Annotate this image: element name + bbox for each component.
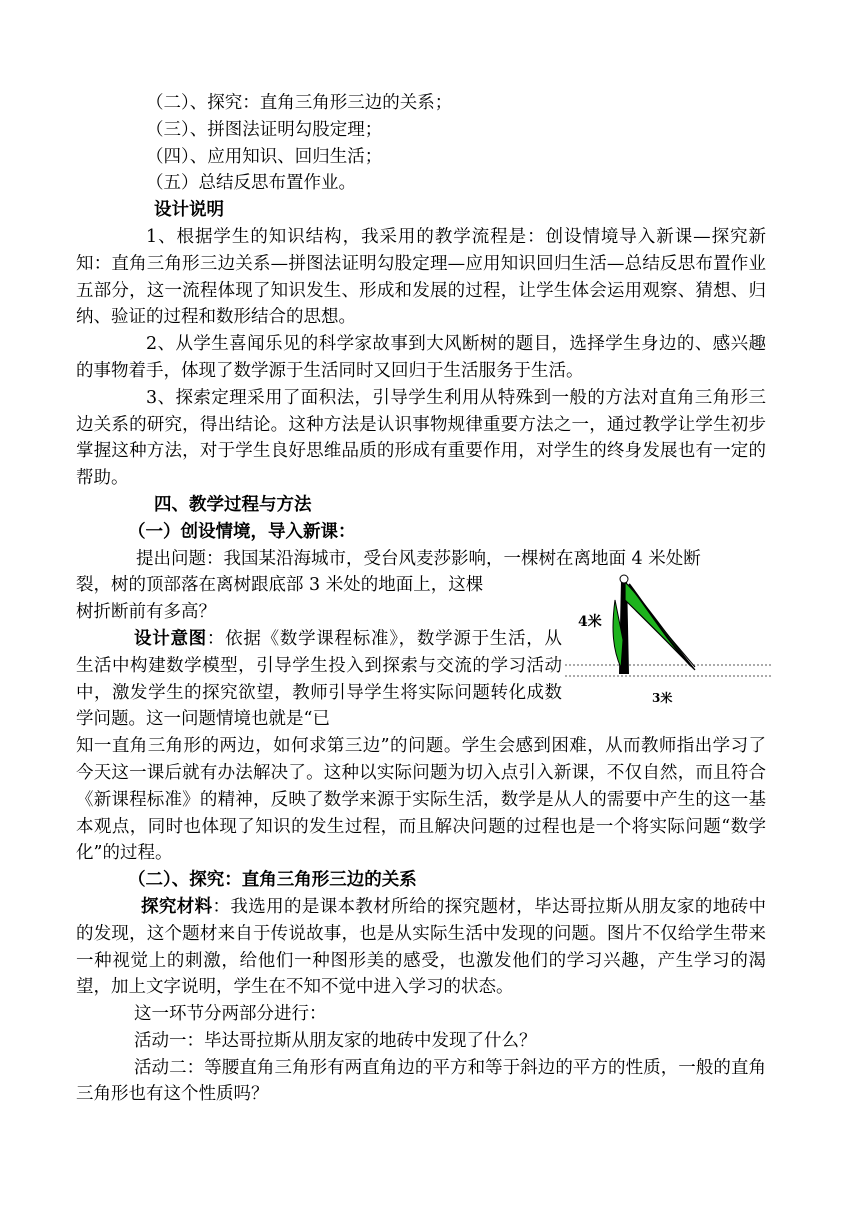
subsection-heading-2: （二）、探究：直角三角形三边的关系	[128, 870, 417, 891]
material-text: ：我选用的是课本教材所给的探究题材，毕达哥拉斯从朋友家的地砖中的发现，这个题材来自于传说故事，也是从实际生活中发现的问题。图片不仅给学生带来一种视觉上的刺激，给他们一种图形美的感受，也激发他们的学习兴趣，产生学习的渴望，加上文字说明，学生在不知不觉中进入学习的状态。	[76, 896, 767, 998]
broken-tree-figure	[563, 570, 773, 705]
outline-item-2: （二）、探究：直角三角形三边的关系；	[146, 93, 453, 113]
subsection-heading-1: （一）创设情境，导入新课：	[128, 521, 356, 542]
section-heading-4: 四、教学过程与方法	[154, 494, 312, 515]
design-intent-text: ：依据《数学课程标准》，数学源于生活，从生活中构建数学模型，引导学生投入到探索与交流的学习活动中，激发学生的探究欲望，教师引导学生将实际问题转化成数学问题。这一问题情境也就是“已	[76, 628, 563, 730]
problem-line-1: 提出问题：我国某沿海城市，受台风麦莎影响，一棵树在离地面 4 米处断	[136, 548, 701, 569]
outline-item-4: （四）、应用知识、回归生活；	[146, 146, 383, 167]
activity-1: 活动一：毕达哥拉斯从朋友家的地砖中发现了什么？	[134, 1030, 537, 1051]
problem-line-2: 裂，树的顶部落在离树跟底部 3 米处的地面上，这棵	[76, 575, 484, 596]
material-paragraph	[76, 894, 766, 1001]
design-note-3: 3、探索定理采用了面积法，引导学生利用从特殊到一般的方法对直角三角形三边关系的研究，得出结论。这种方法是认识事物规律重要方法之一，通过教学让学生初步掌握这种方法，对于学生良好思维品质的形成有重要作用，对学生的终身发展也有一定的帮助。	[76, 387, 766, 489]
design-intent-paragraph	[76, 626, 562, 733]
figure-label-height: 4米	[578, 614, 602, 630]
outline-item-3: （三）、拼图法证明勾股定理；	[146, 119, 383, 140]
outline-item-5: （五）总结反思布置作业。	[146, 173, 356, 194]
figure-label-base: 3米	[652, 691, 673, 705]
design-note-2: 2、从学生喜闻乐见的科学家故事到大风断树的题目，选择学生身边的、感兴趣的事物着手，体现了数学源于生活同时又回归于生活服务于生活。	[76, 334, 766, 381]
break-point	[620, 575, 628, 583]
design-notes-heading: 设计说明	[154, 200, 224, 221]
material-label: 探究材料	[141, 896, 213, 917]
design-intent-continued: 知一直角三角形的两边，如何求第三边”的问题。学生会感到困难，从而教师指出学习了今天这一课后就有办法解决了。这种以实际问题为切入点引入新课，不仅自然，而且符合《新课程标准》的精神，反映了数学来源于实际生活，数学是从人的需要中产生的这一基本观点，同时也体现了知识的发生过程，而且解决问题的过程也是一个将实际问题“数学化”的过程。	[76, 736, 766, 864]
activity-2: 活动二：等腰直角三角形有两直角边的平方和等于斜边的平方的性质，一般的直角三角形也有这个性质吗？	[76, 1057, 766, 1105]
design-intent-label: 设计意图	[134, 628, 207, 649]
design-note-1: 1、根据学生的知识结构，我采用的教学流程是：创设情境导入新课—探究新知：直角三角形三边关系—拼图法证明勾股定理—应用知识回归生活—总结反思布置作业五部分，这一流程体现了知识发生、形成和发展的过程，让学生体会运用观察、猜想、归纳、验证的过程和数形结合的思想。	[76, 226, 766, 328]
problem-line-3: 树折断前有多高？	[76, 602, 216, 623]
two-parts-line: 这一环节分两部分进行：	[134, 1004, 327, 1025]
